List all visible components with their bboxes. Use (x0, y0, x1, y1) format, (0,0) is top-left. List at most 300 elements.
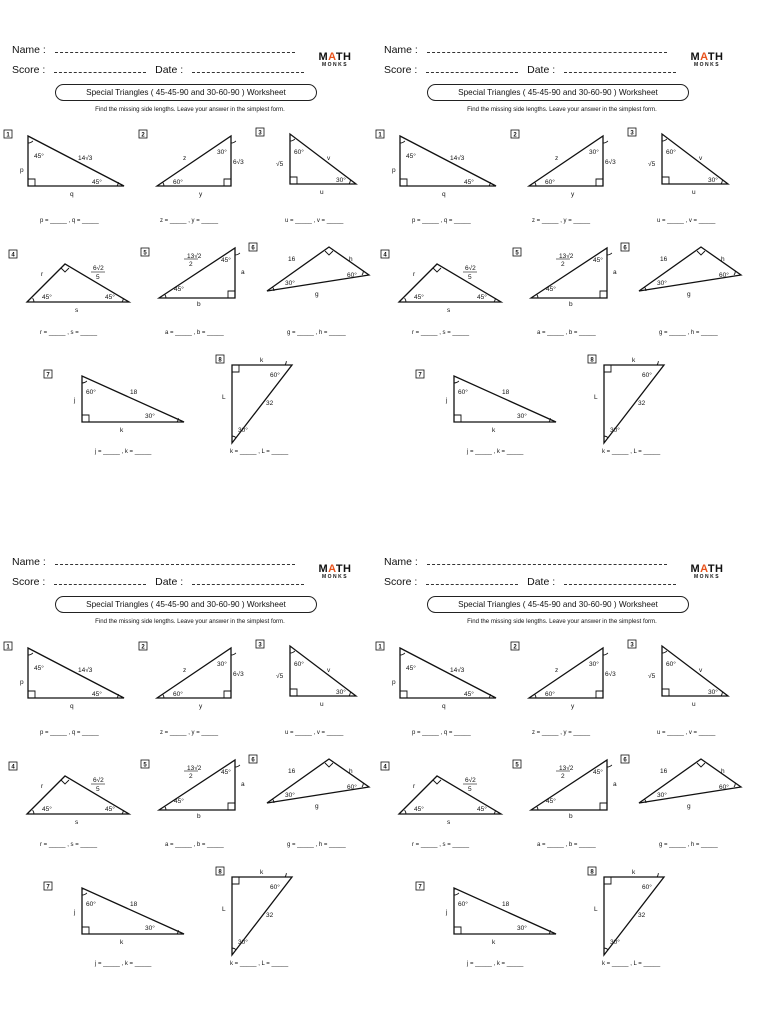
problem-number: 5 (515, 250, 519, 257)
right-angle-mark (82, 415, 89, 422)
problem-number: 1 (378, 644, 382, 651)
side-angle-label: 60° (458, 389, 468, 396)
name-label: Name : (384, 44, 418, 56)
side-angle-label: 45° (464, 691, 474, 698)
problem-7-answer[interactable]: j = _____ , k = _____ (95, 449, 152, 455)
problem-8-answer[interactable]: k = _____ , L = _____ (230, 449, 289, 455)
right-angle-mark (454, 415, 461, 422)
side-angle-label: 30° (657, 792, 667, 799)
side-angle-label: 60° (642, 884, 652, 891)
side-angle-label: 30° (285, 280, 295, 287)
problem-2-answer[interactable]: z = _____ , y = _____ (532, 218, 591, 224)
angle-arc (290, 651, 295, 653)
side-angle-label: 30° (657, 280, 667, 287)
name-row (384, 556, 667, 568)
name-field-line[interactable] (427, 564, 667, 565)
problem-number: 8 (218, 869, 222, 876)
side-angle-label: u (320, 701, 324, 708)
side-angle-label: u (320, 189, 324, 196)
side-angle-label: p (20, 167, 24, 174)
angle-arc (362, 271, 363, 275)
side-angle-label: 6√2 (465, 265, 476, 272)
worksheet-title: Special Triangles ( 45-45-90 and 30-60-90 ) Worksheet (427, 596, 689, 613)
side-angle-label: 6√2 (465, 777, 476, 784)
side-angle-label: 6√3 (605, 671, 616, 678)
side-angle-label: k (632, 357, 636, 364)
problem-6-answer[interactable]: g = _____ , h = _____ (659, 330, 718, 336)
side-angle-label: 30° (145, 413, 155, 420)
math-monks-logo (682, 564, 732, 580)
name-field-line[interactable] (55, 52, 295, 53)
side-angle-label: 30° (285, 792, 295, 799)
side-angle-label: k (120, 939, 124, 946)
problem-3-figure (630, 128, 768, 228)
side-angle-label: 30° (708, 177, 718, 184)
problem-6-figure (623, 755, 768, 855)
right-angle-mark (61, 268, 69, 272)
side-angle-label: 16 (288, 768, 296, 775)
side-angle-label: 45° (477, 294, 487, 301)
angle-arc (454, 381, 459, 383)
right-angle-mark (697, 251, 705, 255)
triangle (267, 759, 369, 803)
problem-7-answer[interactable]: j = _____ , k = _____ (95, 961, 152, 967)
side-angle-label: 30° (336, 689, 346, 696)
side-angle-label: 5 (96, 274, 100, 281)
side-angle-label: 30° (238, 427, 248, 434)
score-label: Score : (384, 576, 418, 588)
triangle (529, 136, 603, 186)
problem-5-answer[interactable]: a = _____ , b = _____ (537, 842, 596, 848)
problem-number: 1 (6, 644, 10, 651)
problem-7-figure (46, 370, 200, 470)
side-angle-label: 60° (545, 691, 555, 698)
right-angle-mark (232, 365, 239, 372)
problem-1-answer[interactable]: p = _____ , q = _____ (40, 730, 99, 736)
problem-2-answer[interactable]: z = _____ , y = _____ (160, 218, 219, 224)
side-angle-label: 30° (238, 939, 248, 946)
side-angle-label: 30° (336, 177, 346, 184)
problem-3-answer[interactable]: u = _____ , v = _____ (285, 218, 344, 224)
problem-1-figure (6, 642, 160, 742)
side-angle-label: 60° (270, 884, 280, 891)
side-angle-label: 16 (660, 768, 668, 775)
problem-6-answer[interactable]: g = _____ , h = _____ (659, 842, 718, 848)
angle-arc (734, 783, 735, 787)
date-label: Date : (527, 576, 556, 588)
name-field-line[interactable] (427, 52, 667, 53)
right-angle-mark (224, 691, 231, 698)
worksheet-copy (0, 512, 372, 1012)
side-angle-label: s (447, 307, 451, 314)
triangle (662, 646, 728, 696)
side-angle-label: r (41, 783, 44, 790)
triangle (290, 134, 356, 184)
logo-math-text: MATH (690, 563, 724, 575)
angle-arc (235, 765, 240, 767)
worksheet-copy (372, 512, 744, 1012)
right-angle-mark (82, 927, 89, 934)
problem-number: 4 (11, 252, 15, 259)
problem-number: 7 (418, 884, 422, 891)
side-angle-label: 60° (545, 179, 555, 186)
right-angle-mark (228, 803, 235, 810)
side-angle-label: 60° (294, 149, 304, 156)
right-angle-mark (433, 268, 441, 272)
right-angle-mark (290, 689, 297, 696)
right-angle-mark (596, 179, 603, 186)
problem-4-answer[interactable]: r = _____ , s = _____ (40, 842, 98, 848)
name-row (12, 44, 295, 56)
problem-number: 4 (383, 252, 387, 259)
right-angle-mark (61, 780, 69, 784)
problem-number: 6 (623, 245, 627, 252)
worksheet-title: Special Triangles ( 45-45-90 and 30-60-90 ) Worksheet (55, 84, 317, 101)
side-angle-label: 6√3 (605, 159, 616, 166)
problem-number: 3 (630, 130, 634, 137)
instructions: Find the missing side lengths. Leave your answer in the simplest form. (95, 106, 285, 113)
side-angle-label: 5 (468, 274, 472, 281)
side-angle-label: 30° (517, 413, 527, 420)
side-angle-label: L (594, 906, 598, 913)
right-angle-mark (596, 691, 603, 698)
problem-number: 1 (378, 132, 382, 139)
triangle (82, 888, 184, 934)
side-angle-label: 45° (105, 806, 115, 813)
side-angle-label: 30° (517, 925, 527, 932)
side-angle-label: 45° (34, 153, 44, 160)
side-angle-label: 2 (561, 773, 565, 780)
problem-number: 5 (143, 762, 147, 769)
side-angle-label: h (349, 768, 353, 775)
triangle (28, 136, 124, 186)
side-angle-label: 45° (593, 257, 603, 264)
side-angle-label: 14√3 (78, 667, 93, 674)
triangle (454, 376, 556, 422)
side-angle-label: 45° (105, 294, 115, 301)
triangle (529, 648, 603, 698)
worksheet-copy (372, 0, 744, 500)
right-angle-mark (697, 763, 705, 767)
problem-5-answer[interactable]: a = _____ , b = _____ (537, 330, 596, 336)
side-angle-label: 45° (406, 153, 416, 160)
side-angle-label: √5 (648, 161, 656, 168)
side-angle-label: 45° (174, 798, 184, 805)
problem-1-answer[interactable]: p = _____ , q = _____ (412, 730, 471, 736)
side-angle-label: p (392, 679, 396, 686)
angle-arc (231, 141, 236, 143)
problem-8-answer[interactable]: k = _____ , L = _____ (230, 961, 289, 967)
side-angle-label: z (183, 155, 187, 162)
right-angle-mark (400, 179, 407, 186)
problem-2-answer[interactable]: z = _____ , y = _____ (160, 730, 219, 736)
triangle (157, 648, 231, 698)
right-angle-mark (454, 927, 461, 934)
triangle (290, 646, 356, 696)
side-angle-label: p (392, 167, 396, 174)
problem-6-answer[interactable]: g = _____ , h = _____ (287, 330, 346, 336)
angle-arc (734, 271, 735, 275)
problem-8-answer[interactable]: k = _____ , L = _____ (602, 449, 661, 455)
name-row (12, 556, 295, 568)
problem-number: 3 (258, 130, 262, 137)
problem-4-answer[interactable]: r = _____ , s = _____ (40, 330, 98, 336)
side-angle-label: 45° (42, 294, 52, 301)
side-angle-label: 60° (347, 272, 357, 279)
date-label: Date : (155, 576, 184, 588)
problem-5-answer[interactable]: a = _____ , b = _____ (165, 330, 224, 336)
side-angle-label: q (442, 703, 446, 710)
problem-2-answer[interactable]: z = _____ , y = _____ (532, 730, 591, 736)
side-angle-label: 16 (660, 256, 668, 263)
problem-3-answer[interactable]: u = _____ , v = _____ (657, 218, 716, 224)
side-angle-label: 60° (173, 691, 183, 698)
side-angle-label: u (692, 189, 696, 196)
right-angle-mark (28, 179, 35, 186)
angle-arc (362, 783, 363, 787)
score-field-line[interactable] (54, 584, 146, 585)
problem-3-answer[interactable]: u = _____ , v = _____ (285, 730, 344, 736)
right-angle-mark (662, 177, 669, 184)
side-angle-label: 30° (708, 689, 718, 696)
date-field-line[interactable] (564, 72, 676, 73)
side-angle-label: g (315, 803, 319, 810)
side-angle-label: 14√3 (450, 667, 465, 674)
angle-arc (28, 141, 33, 143)
side-angle-label: 14√3 (78, 155, 93, 162)
side-angle-label: k (492, 939, 496, 946)
side-angle-label: 18 (502, 901, 510, 908)
side-angle-label: v (327, 667, 331, 674)
side-angle-label: 2 (189, 261, 193, 268)
side-angle-label: 30° (589, 149, 599, 156)
problem-number: 8 (590, 869, 594, 876)
angle-arc (603, 653, 608, 655)
side-angle-label: 60° (719, 272, 729, 279)
problem-8-figure (218, 867, 372, 967)
right-angle-mark (232, 877, 239, 884)
side-angle-label: k (120, 427, 124, 434)
side-angle-label: 45° (546, 286, 556, 293)
side-angle-label: s (75, 819, 79, 826)
side-angle-label: 6√3 (233, 671, 244, 678)
side-angle-label: L (222, 906, 226, 913)
problem-number: 5 (143, 250, 147, 257)
date-field-line[interactable] (192, 584, 304, 585)
problem-5-answer[interactable]: a = _____ , b = _____ (165, 842, 224, 848)
side-angle-label: 14√3 (450, 155, 465, 162)
side-angle-label: 60° (458, 901, 468, 908)
math-monks-logo (310, 52, 360, 68)
worksheet-title: Special Triangles ( 45-45-90 and 30-60-90 ) Worksheet (427, 84, 689, 101)
side-angle-label: b (569, 813, 573, 820)
right-angle-mark (662, 689, 669, 696)
side-angle-label: g (687, 291, 691, 298)
problem-4-answer[interactable]: r = _____ , s = _____ (412, 842, 470, 848)
side-angle-label: 45° (42, 806, 52, 813)
date-field-line[interactable] (564, 584, 676, 585)
problem-7-figure (418, 370, 572, 470)
side-angle-label: 45° (92, 179, 102, 186)
angle-arc (607, 253, 612, 255)
problem-6-figure (623, 243, 768, 343)
problem-number: 2 (513, 644, 517, 651)
angle-arc (400, 141, 405, 143)
name-label: Name : (12, 44, 46, 56)
side-angle-label: v (699, 155, 703, 162)
side-angle-label: 45° (92, 691, 102, 698)
side-angle-label: q (70, 703, 74, 710)
right-angle-mark (604, 877, 611, 884)
name-label: Name : (12, 556, 46, 568)
right-angle-mark (290, 177, 297, 184)
score-field-line[interactable] (54, 72, 146, 73)
problem-number: 3 (630, 642, 634, 649)
side-angle-label: 30° (145, 925, 155, 932)
right-angle-mark (228, 291, 235, 298)
side-angle-label: 16 (288, 256, 296, 263)
angle-arc (231, 653, 236, 655)
right-angle-mark (224, 179, 231, 186)
math-monks-logo (682, 52, 732, 68)
side-angle-label: 18 (130, 901, 138, 908)
side-angle-label: g (315, 291, 319, 298)
problem-3-figure (630, 640, 768, 740)
side-angle-label: j (74, 397, 76, 404)
triangle (157, 136, 231, 186)
triangle (400, 648, 496, 698)
problem-1-figure (6, 130, 160, 230)
side-angle-label: y (199, 703, 203, 710)
side-angle-label: h (721, 256, 725, 263)
side-angle-label: j (446, 909, 448, 916)
triangle (639, 247, 741, 291)
side-angle-label: 45° (221, 769, 231, 776)
side-angle-label: 32 (266, 400, 274, 407)
angle-arc (454, 893, 459, 895)
triangle (28, 648, 124, 698)
name-field-line[interactable] (55, 564, 295, 565)
side-angle-label: 60° (666, 149, 676, 156)
side-angle-label: s (447, 819, 451, 826)
score-field-line[interactable] (426, 72, 518, 73)
angle-arc (607, 765, 612, 767)
triangle (662, 134, 728, 184)
side-angle-label: 13√2 (187, 765, 202, 772)
problem-number: 8 (590, 357, 594, 364)
problem-6-answer[interactable]: g = _____ , h = _____ (287, 842, 346, 848)
side-angle-label: 5 (96, 786, 100, 793)
date-field-line[interactable] (192, 72, 304, 73)
right-angle-mark (28, 691, 35, 698)
side-angle-label: r (41, 271, 44, 278)
side-angle-label: u (692, 701, 696, 708)
problem-number: 2 (513, 132, 517, 139)
instructions: Find the missing side lengths. Leave your answer in the simplest form. (467, 106, 657, 113)
right-angle-mark (600, 803, 607, 810)
problem-8-answer[interactable]: k = _____ , L = _____ (602, 961, 661, 967)
score-field-line[interactable] (426, 584, 518, 585)
triangle (400, 136, 496, 186)
side-angle-label: L (594, 394, 598, 401)
side-angle-label: r (413, 783, 416, 790)
angle-arc (400, 653, 405, 655)
side-angle-label: 60° (642, 372, 652, 379)
date-label: Date : (527, 64, 556, 76)
side-angle-label: 2 (561, 261, 565, 268)
problem-7-answer[interactable]: j = _____ , k = _____ (467, 449, 524, 455)
instructions: Find the missing side lengths. Leave your answer in the simplest form. (95, 618, 285, 625)
logo-math-text: MATH (690, 51, 724, 63)
side-angle-label: z (555, 667, 559, 674)
side-angle-label: z (183, 667, 187, 674)
side-angle-label: 60° (666, 661, 676, 668)
side-angle-label: y (199, 191, 203, 198)
side-angle-label: 18 (130, 389, 138, 396)
side-angle-label: y (571, 703, 575, 710)
angle-arc (82, 893, 87, 895)
side-angle-label: 2 (189, 773, 193, 780)
angle-arc (662, 651, 667, 653)
side-angle-label: 32 (266, 912, 274, 919)
side-angle-label: 45° (477, 806, 487, 813)
side-angle-label: s (75, 307, 79, 314)
problem-4-answer[interactable]: r = _____ , s = _____ (412, 330, 470, 336)
logo-math-text: MATH (318, 563, 352, 575)
side-angle-label: 45° (174, 286, 184, 293)
angle-arc (82, 381, 87, 383)
side-angle-label: 45° (34, 665, 44, 672)
side-angle-label: 45° (593, 769, 603, 776)
problem-1-figure (378, 642, 532, 742)
problem-number: 1 (6, 132, 10, 139)
angle-arc (603, 141, 608, 143)
side-angle-label: √5 (276, 161, 284, 168)
side-angle-label: 60° (719, 784, 729, 791)
problem-1-answer[interactable]: p = _____ , q = _____ (412, 218, 471, 224)
side-angle-label: g (687, 803, 691, 810)
side-angle-label: 6√3 (233, 159, 244, 166)
side-angle-label: 60° (173, 179, 183, 186)
side-angle-label: √5 (648, 673, 656, 680)
right-angle-mark (325, 763, 333, 767)
triangle (82, 376, 184, 422)
side-angle-label: q (442, 191, 446, 198)
problem-3-answer[interactable]: u = _____ , v = _____ (657, 730, 716, 736)
problem-7-figure (418, 882, 572, 982)
side-angle-label: 13√2 (559, 253, 574, 260)
name-label: Name : (384, 556, 418, 568)
score-date-row (12, 576, 304, 588)
side-angle-label: 60° (347, 784, 357, 791)
side-angle-label: 30° (610, 427, 620, 434)
side-angle-label: h (721, 768, 725, 775)
problem-number: 6 (251, 757, 255, 764)
problem-7-answer[interactable]: j = _____ , k = _____ (467, 961, 524, 967)
triangle (454, 888, 556, 934)
angle-arc (290, 139, 295, 141)
side-angle-label: L (222, 394, 226, 401)
problem-number: 7 (418, 372, 422, 379)
problem-number: 3 (258, 642, 262, 649)
date-label: Date : (155, 64, 184, 76)
problem-1-answer[interactable]: p = _____ , q = _____ (40, 218, 99, 224)
side-angle-label: 45° (406, 665, 416, 672)
side-angle-label: k (492, 427, 496, 434)
side-angle-label: 60° (270, 372, 280, 379)
problem-number: 4 (383, 764, 387, 771)
side-angle-label: 45° (414, 294, 424, 301)
